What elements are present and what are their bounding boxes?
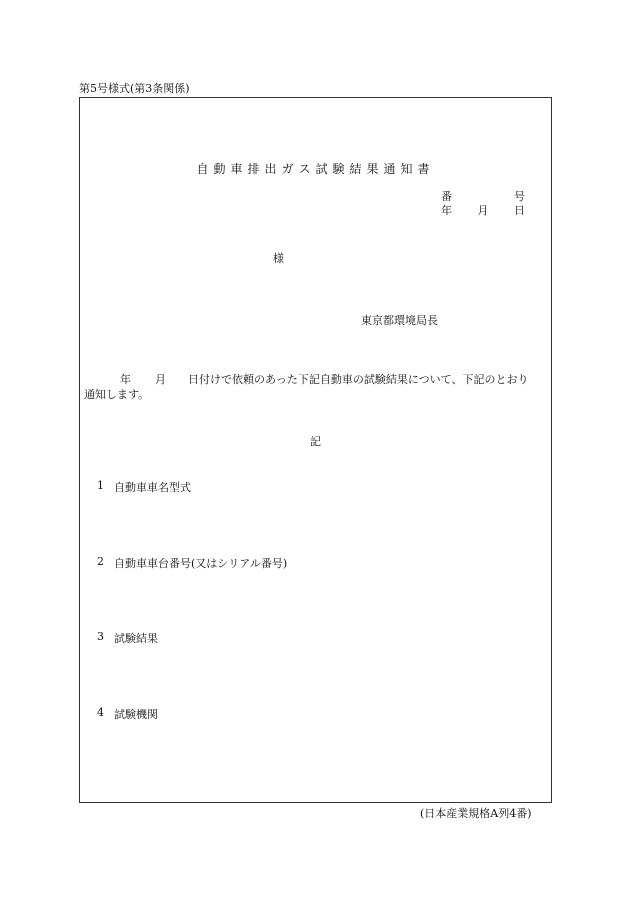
item-number: 1 (97, 479, 104, 492)
date-day: 日 (514, 204, 525, 217)
body-text (84, 372, 549, 402)
date-month: 月 (477, 204, 489, 217)
item-label: 試験機関 (114, 708, 158, 721)
item-number: 3 (97, 630, 104, 643)
form-label: 第5号様式(第3条関係) (79, 82, 190, 95)
number-date-block (441, 190, 525, 218)
body-date-year: 年 (120, 373, 131, 386)
number-label: 番 (441, 190, 452, 203)
ki-label: 記 (310, 435, 321, 448)
item-4 (97, 706, 158, 722)
item-1 (97, 479, 191, 495)
addressee-suffix: 様 (273, 252, 284, 265)
item-label: 試験結果 (114, 632, 158, 645)
document-title: 自動車排出ガス試験結果通知書 (196, 162, 435, 176)
document-frame (79, 97, 552, 803)
sender-name: 東京都環境局長 (361, 314, 438, 327)
document-date-row (441, 204, 525, 218)
footer-note: (日本産業規格A列4番) (420, 807, 532, 820)
item-label: 自動車車台番号(又はシリアル番号) (114, 557, 288, 570)
date-year: 年 (441, 204, 452, 217)
body-date-month: 月 (155, 373, 166, 386)
item-number: 2 (97, 555, 104, 568)
item-2 (97, 555, 287, 571)
body-day-text: 日付けで依頼のあった下記自動車の試験結果について、下記のとおり (188, 373, 529, 386)
item-3 (97, 630, 158, 646)
body-line-2: 通知します。 (84, 388, 150, 401)
item-label: 自動車車名型式 (114, 481, 191, 494)
body-line-1 (84, 372, 549, 387)
number-suffix: 号 (514, 190, 525, 203)
item-number: 4 (97, 706, 104, 719)
document-number-row (441, 190, 525, 204)
